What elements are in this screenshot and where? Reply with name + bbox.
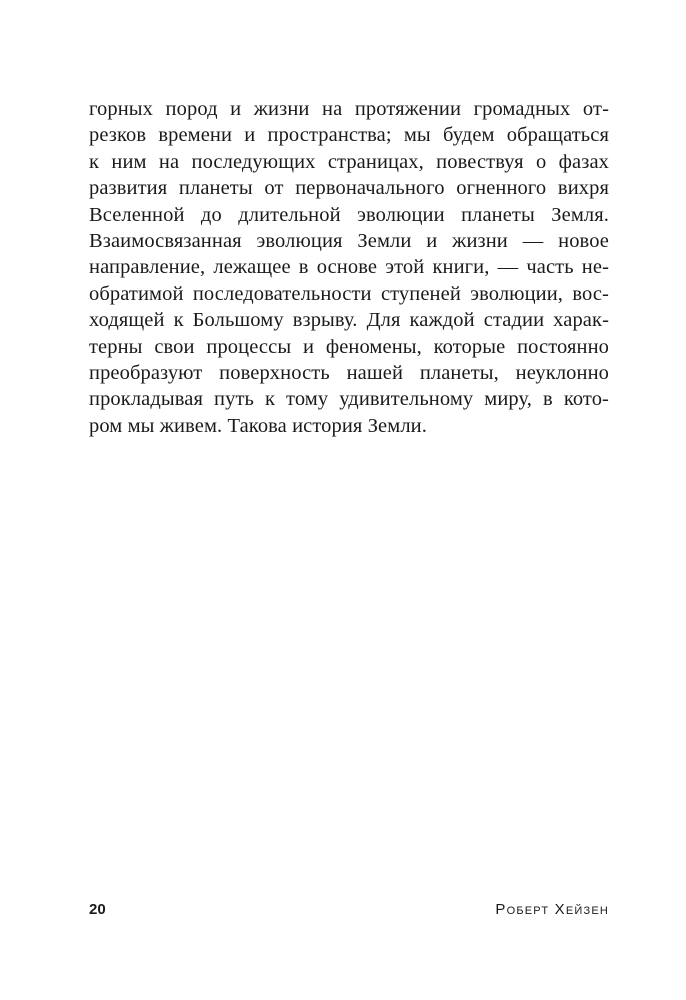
body-text: [89, 96, 609, 439]
text-line: преобразуют поверхность нашей планеты, неуклонно: [89, 361, 609, 384]
page-footer: [89, 900, 609, 924]
text-line: прокладывая путь к тому удивительному миру, в кото-: [89, 388, 609, 411]
text-line: развития планеты от первоначального огненного вихря: [89, 177, 609, 200]
page-number: 20: [89, 901, 106, 918]
text-line: обратимой последовательности ступеней эволюции, вос-: [89, 282, 609, 305]
text-line: направление, лежащее в основе этой книги, — часть не-: [89, 256, 609, 279]
running-author: Роберт Хейзен: [495, 901, 609, 918]
text-line: терны свои процессы и феномены, которые постоянно: [89, 335, 609, 358]
text-line: ром мы живем. Такова история Земли.: [89, 414, 427, 437]
text-line: ходящей к Большому взрыву. Для каждой стадии харак-: [89, 309, 609, 332]
text-line: горных пород и жизни на протяжении громадных от-: [89, 98, 609, 120]
text-line: резков времени и пространства; мы будем обращаться: [89, 124, 609, 147]
text-line: к ним на последующих страницах, повествуя о фазах: [89, 150, 609, 173]
text-line: Вселенной до длительной эволюции планеты Земля.: [89, 203, 609, 226]
text-line: Взаимосвязанная эволюция Земли и жизни — новое: [89, 229, 609, 252]
